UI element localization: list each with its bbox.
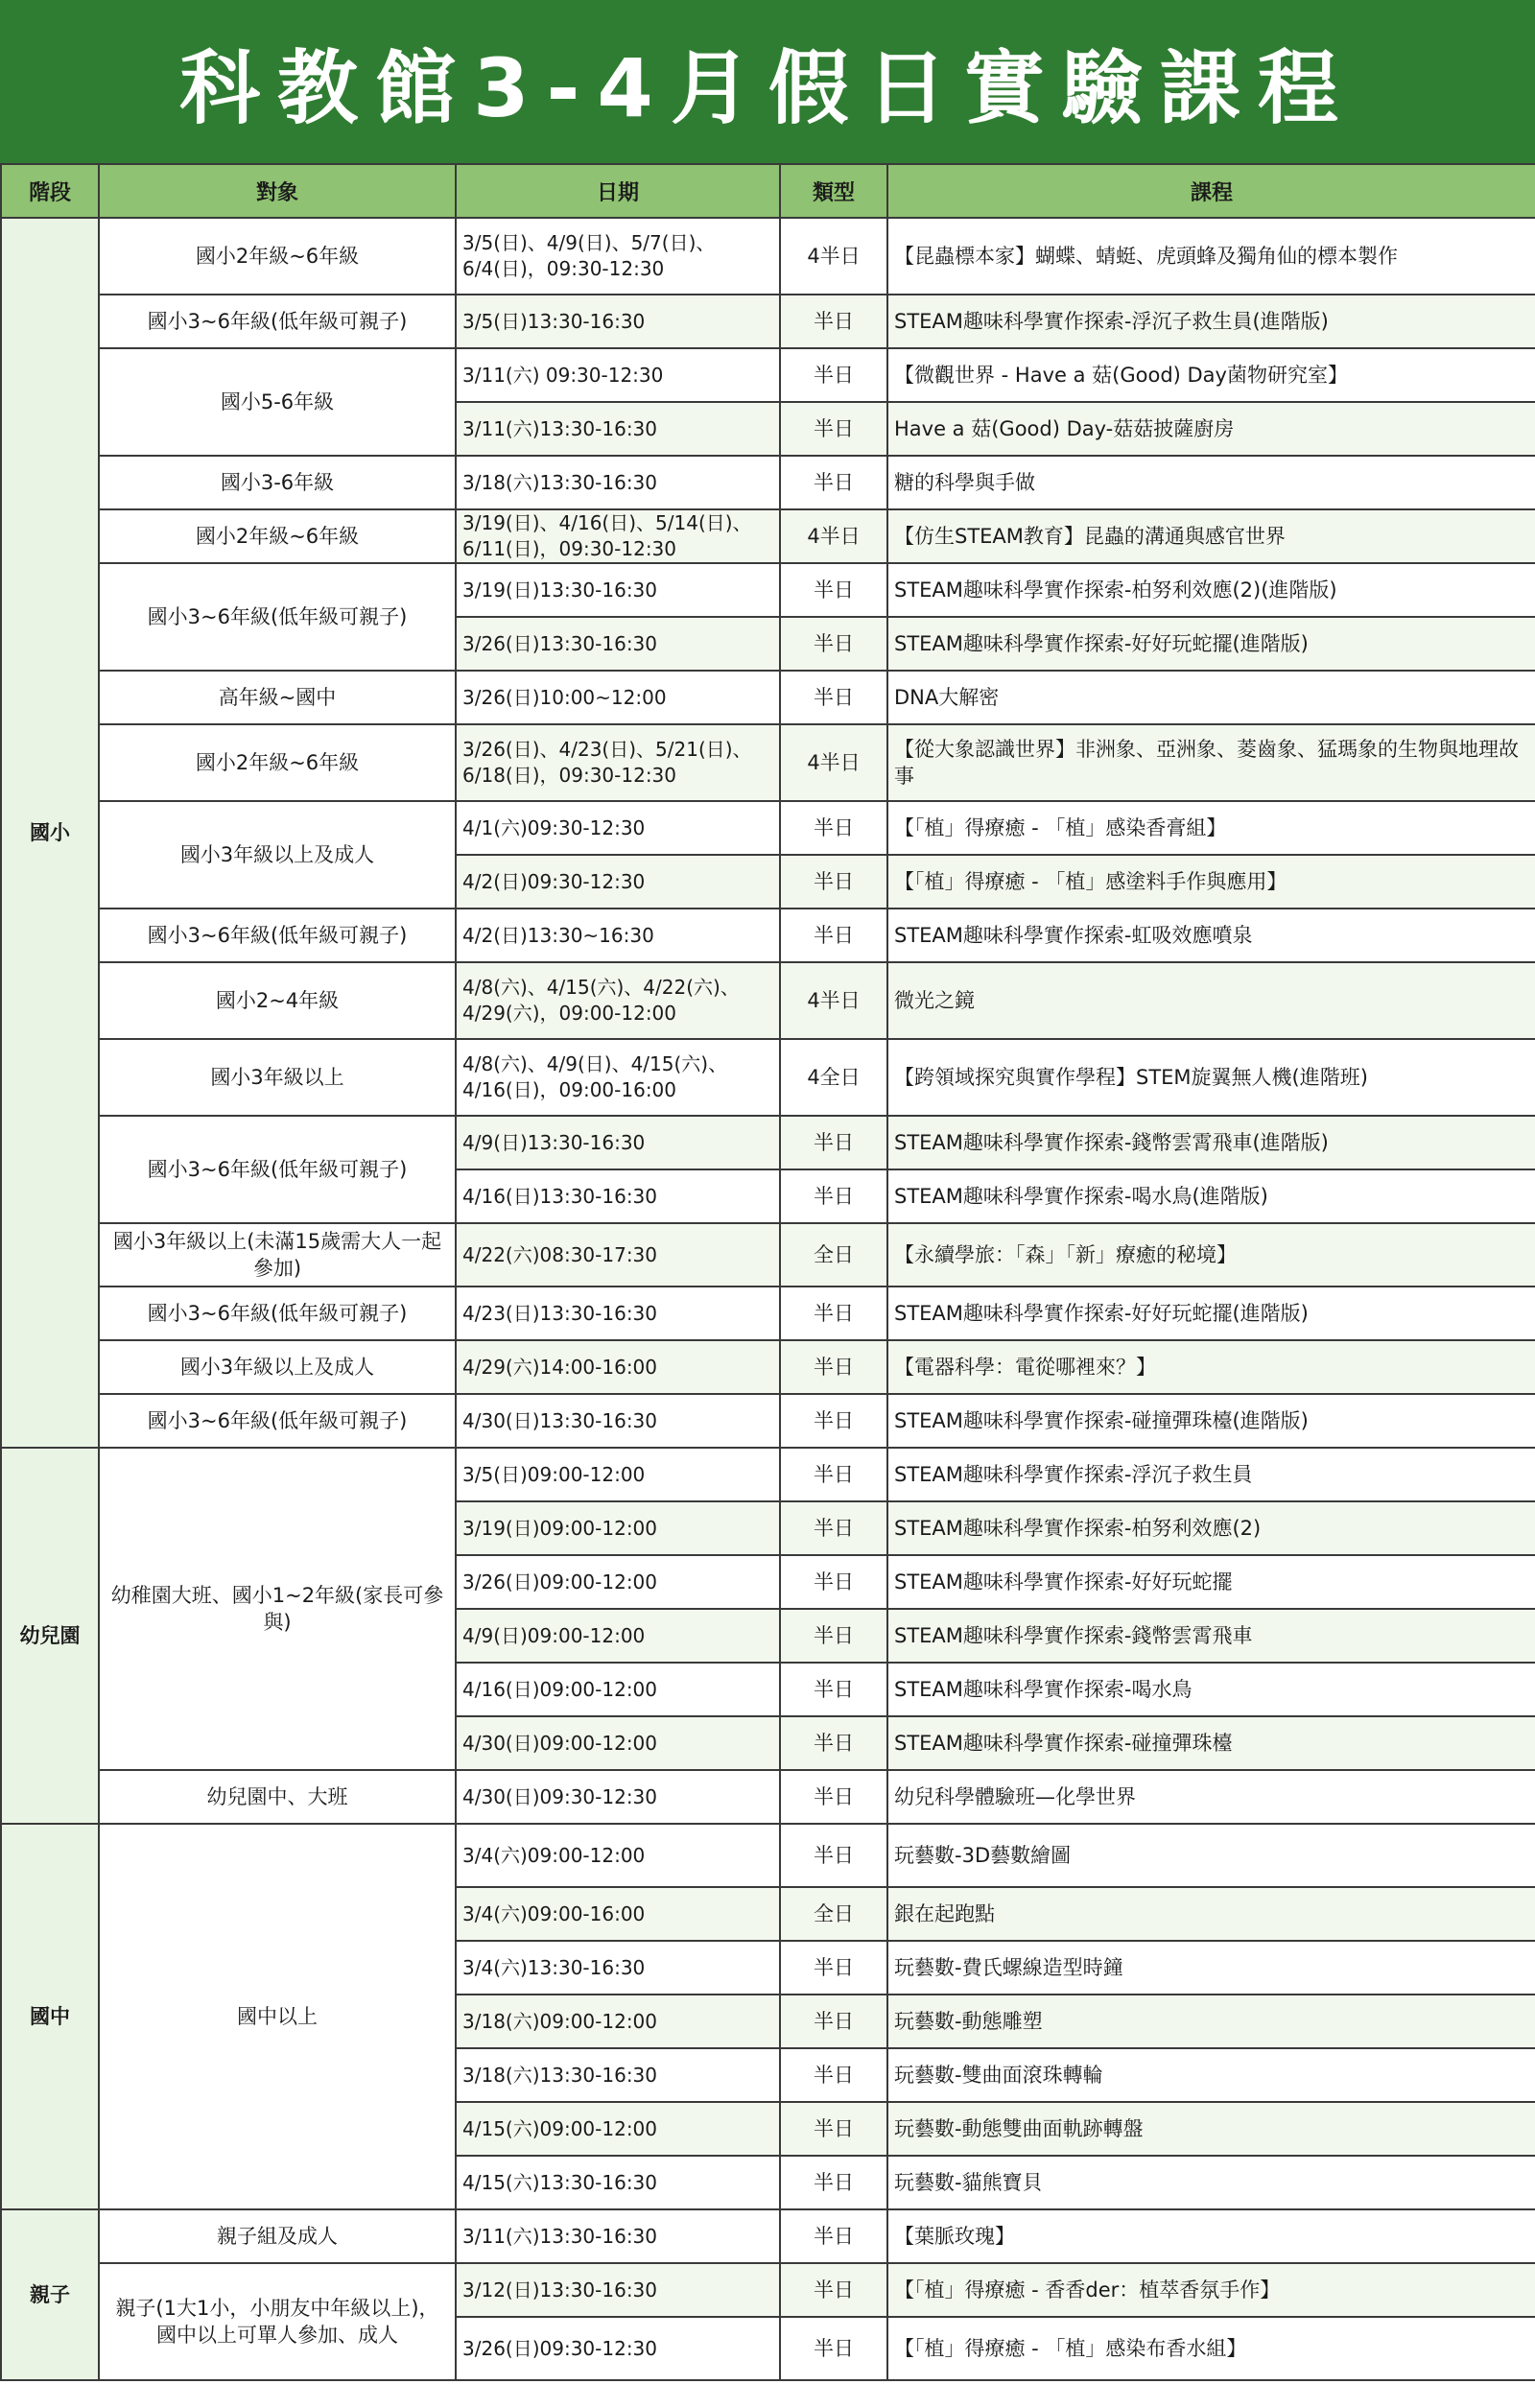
course-cell: 【電器科學：電從哪裡來？】 [887, 1340, 1535, 1394]
date-cell: 3/26(日)、4/23(日)、5/21(日)、6/18(日)，09:30-12:30 [456, 724, 780, 801]
course-cell: Have a 菇(Good) Day-菇菇披薩廚房 [887, 402, 1535, 456]
type-cell: 4全日 [780, 1039, 887, 1116]
type-cell: 半日 [780, 671, 887, 724]
date-cell: 4/29(六)14:00-16:00 [456, 1340, 780, 1394]
table-row [1, 218, 1535, 295]
target-cell: 國小3-6年級 [99, 456, 456, 509]
target-cell: 國中以上 [99, 1824, 456, 2209]
target-cell: 國小3~6年級(低年級可親子) [99, 295, 456, 348]
type-cell: 半日 [780, 1287, 887, 1340]
target-cell: 國小3年級以上及成人 [99, 801, 456, 909]
date-cell: 3/4(六)13:30-16:30 [456, 1941, 780, 1995]
course-cell: 玩藝數-動態雙曲面軌跡轉盤 [887, 2102, 1535, 2156]
type-cell: 半日 [780, 1169, 887, 1223]
target-cell: 幼兒園中、大班 [99, 1770, 456, 1824]
type-cell: 半日 [780, 1394, 887, 1448]
date-cell: 3/26(日)09:00-12:00 [456, 1555, 780, 1609]
stage-cell: 國中 [1, 1824, 99, 2209]
course-cell: 【從大象認識世界】非洲象、亞洲象、菱齒象、猛瑪象的生物與地理故事 [887, 724, 1535, 801]
date-cell: 3/11(六)13:30-16:30 [456, 402, 780, 456]
date-cell: 3/5(日)09:00-12:00 [456, 1448, 780, 1501]
table-row [1, 1223, 1535, 1287]
course-cell: STEAM趣味科學實作探索-喝水鳥(進階版) [887, 1169, 1535, 1223]
table-row [1, 801, 1535, 855]
type-cell: 半日 [780, 1340, 887, 1394]
table-row [1, 2263, 1535, 2317]
course-cell: STEAM趣味科學實作探索-柏努利效應(2)(進階版) [887, 563, 1535, 617]
course-cell: STEAM趣味科學實作探索-碰撞彈珠檯 [887, 1716, 1535, 1770]
course-cell: 【葉脈玫瑰】 [887, 2209, 1535, 2263]
header-stage: 階段 [1, 164, 99, 218]
course-cell: STEAM趣味科學實作探索-錢幣雲霄飛車 [887, 1609, 1535, 1663]
type-cell: 4半日 [780, 724, 887, 801]
course-cell: 微光之鏡 [887, 962, 1535, 1039]
course-cell: 【微觀世界 - Have a 菇(Good) Day菌物研究室】 [887, 348, 1535, 402]
table-row [1, 1039, 1535, 1116]
date-cell: 4/30(日)09:00-12:00 [456, 1716, 780, 1770]
type-cell: 半日 [780, 1555, 887, 1609]
course-cell: STEAM趣味科學實作探索-好好玩蛇擺 [887, 1555, 1535, 1609]
date-cell: 4/1(六)09:30-12:30 [456, 801, 780, 855]
header-course: 課程 [887, 164, 1535, 218]
date-cell: 4/23(日)13:30-16:30 [456, 1287, 780, 1340]
type-cell: 4半日 [780, 962, 887, 1039]
target-cell: 國小3~6年級(低年級可親子) [99, 1394, 456, 1448]
course-cell: 【跨領域探究與實作學程】STEM旋翼無人機(進階班) [887, 1039, 1535, 1116]
course-cell: STEAM趣味科學實作探索-喝水鳥 [887, 1663, 1535, 1716]
type-cell: 半日 [780, 563, 887, 617]
course-cell: STEAM趣味科學實作探索-浮沉子救生員(進階版) [887, 295, 1535, 348]
header-target: 對象 [99, 164, 456, 218]
date-cell: 4/15(六)13:30-16:30 [456, 2156, 780, 2209]
type-cell: 半日 [780, 2263, 887, 2317]
table-row [1, 962, 1535, 1039]
type-cell: 半日 [780, 1716, 887, 1770]
target-cell: 國小2年級~6年級 [99, 509, 456, 563]
type-cell: 全日 [780, 1223, 887, 1287]
course-cell: 糖的科學與手做 [887, 456, 1535, 509]
target-cell: 國小2年級~6年級 [99, 218, 456, 295]
course-cell: 玩藝數-費氏螺線造型時鐘 [887, 1941, 1535, 1995]
type-cell: 半日 [780, 2102, 887, 2156]
date-cell: 3/18(六)13:30-16:30 [456, 2048, 780, 2102]
target-cell: 國小2~4年級 [99, 962, 456, 1039]
date-cell: 3/19(日)13:30-16:30 [456, 563, 780, 617]
stage-cell: 親子 [1, 2209, 99, 2380]
course-cell: 銀在起跑點 [887, 1887, 1535, 1941]
date-cell: 3/26(日)09:30-12:30 [456, 2317, 780, 2380]
type-cell: 半日 [780, 1770, 887, 1824]
type-cell: 半日 [780, 2048, 887, 2102]
course-cell: STEAM趣味科學實作探索-柏努利效應(2) [887, 1501, 1535, 1555]
date-cell: 4/30(日)13:30-16:30 [456, 1394, 780, 1448]
type-cell: 4半日 [780, 509, 887, 563]
type-cell: 半日 [780, 402, 887, 456]
table-row [1, 1340, 1535, 1394]
target-cell: 國小3年級以上及成人 [99, 1340, 456, 1394]
type-cell: 半日 [780, 1609, 887, 1663]
course-cell: 【昆蟲標本家】蝴蝶、蜻蜓、虎頭蜂及獨角仙的標本製作 [887, 218, 1535, 295]
table-row [1, 1394, 1535, 1448]
target-cell: 國小3~6年級(低年級可親子) [99, 909, 456, 962]
date-cell: 4/2(日)13:30~16:30 [456, 909, 780, 962]
course-cell: STEAM趣味科學實作探索-錢幣雲霄飛車(進階版) [887, 1116, 1535, 1169]
date-cell: 4/16(日)13:30-16:30 [456, 1169, 780, 1223]
type-cell: 半日 [780, 295, 887, 348]
type-cell: 半日 [780, 617, 887, 671]
date-cell: 3/18(六)13:30-16:30 [456, 456, 780, 509]
date-cell: 3/12(日)13:30-16:30 [456, 2263, 780, 2317]
date-cell: 3/4(六)09:00-16:00 [456, 1887, 780, 1941]
date-cell: 3/19(日)、4/16(日)、5/14(日)、6/11(日)，09:30-12:30 [456, 509, 780, 563]
date-cell: 4/8(六)、4/15(六)、4/22(六)、4/29(六)，09:00-12:00 [456, 962, 780, 1039]
target-cell: 國小5-6年級 [99, 348, 456, 456]
type-cell: 半日 [780, 2209, 887, 2263]
date-cell: 3/26(日)13:30-16:30 [456, 617, 780, 671]
course-cell: 【「植」得療癒 - 「植」感染香膏組】 [887, 801, 1535, 855]
date-cell: 4/9(日)13:30-16:30 [456, 1116, 780, 1169]
page-title: 科教館3-4月假日實驗課程 [0, 0, 1535, 163]
target-cell: 國小3~6年級(低年級可親子) [99, 1116, 456, 1223]
type-cell: 半日 [780, 348, 887, 402]
table-row [1, 348, 1535, 402]
target-cell: 國小3年級以上(未滿15歲需大人一起參加) [99, 1223, 456, 1287]
type-cell: 半日 [780, 1995, 887, 2048]
type-cell: 半日 [780, 801, 887, 855]
target-cell: 親子(1大1小，小朋友中年級以上)，國中以上可單人參加、成人 [99, 2263, 456, 2380]
type-cell: 半日 [780, 1448, 887, 1501]
stage-cell: 幼兒園 [1, 1448, 99, 1824]
target-cell: 國小2年級~6年級 [99, 724, 456, 801]
table-row [1, 1770, 1535, 1824]
date-cell: 3/18(六)09:00-12:00 [456, 1995, 780, 2048]
course-cell: STEAM趣味科學實作探索-碰撞彈珠檯(進階版) [887, 1394, 1535, 1448]
table-row [1, 1448, 1535, 1501]
date-cell: 3/11(六) 09:30-12:30 [456, 348, 780, 402]
header-row [1, 164, 1535, 218]
course-cell: STEAM趣味科學實作探索-好好玩蛇擺(進階版) [887, 617, 1535, 671]
date-cell: 4/30(日)09:30-12:30 [456, 1770, 780, 1824]
course-cell: STEAM趣味科學實作探索-浮沉子救生員 [887, 1448, 1535, 1501]
date-cell: 4/8(六)、4/9(日)、4/15(六)、4/16(日)，09:00-16:00 [456, 1039, 780, 1116]
course-cell: 【仿生STEAM教育】昆蟲的溝通與感官世界 [887, 509, 1535, 563]
type-cell: 半日 [780, 456, 887, 509]
table-row [1, 671, 1535, 724]
course-cell: DNA大解密 [887, 671, 1535, 724]
course-cell: 玩藝數-動態雕塑 [887, 1995, 1535, 2048]
course-cell: 玩藝數-3D藝數繪圖 [887, 1824, 1535, 1887]
course-cell: STEAM趣味科學實作探索-好好玩蛇擺(進階版) [887, 1287, 1535, 1340]
course-cell: STEAM趣味科學實作探索-虹吸效應噴泉 [887, 909, 1535, 962]
table-row [1, 456, 1535, 509]
type-cell: 半日 [780, 1663, 887, 1716]
target-cell: 親子組及成人 [99, 2209, 456, 2263]
date-cell: 3/26(日)10:00~12:00 [456, 671, 780, 724]
date-cell: 4/2(日)09:30-12:30 [456, 855, 780, 909]
course-cell: 幼兒科學體驗班—化學世界 [887, 1770, 1535, 1824]
type-cell: 半日 [780, 1941, 887, 1995]
type-cell: 半日 [780, 855, 887, 909]
schedule-body [1, 218, 1535, 2380]
target-cell: 國小3年級以上 [99, 1039, 456, 1116]
course-cell: 玩藝數-貓熊寶貝 [887, 2156, 1535, 2209]
table-row [1, 724, 1535, 801]
type-cell: 半日 [780, 909, 887, 962]
type-cell: 4半日 [780, 218, 887, 295]
course-cell: 【「植」得療癒 - 香香der：植萃香氛手作】 [887, 2263, 1535, 2317]
type-cell: 半日 [780, 2156, 887, 2209]
table-row [1, 909, 1535, 962]
header-type: 類型 [780, 164, 887, 218]
type-cell: 半日 [780, 1824, 887, 1887]
date-cell: 3/11(六)13:30-16:30 [456, 2209, 780, 2263]
type-cell: 全日 [780, 1887, 887, 1941]
header-date: 日期 [456, 164, 780, 218]
table-row [1, 295, 1535, 348]
schedule-table [0, 163, 1535, 2381]
target-cell: 高年級~國中 [99, 671, 456, 724]
date-cell: 3/4(六)09:00-12:00 [456, 1824, 780, 1887]
target-cell: 國小3~6年級(低年級可親子) [99, 563, 456, 671]
date-cell: 3/5(日)、4/9(日)、5/7(日)、6/4(日)，09:30-12:30 [456, 218, 780, 295]
course-cell: 【「植」得療癒 - 「植」感塗料手作與應用】 [887, 855, 1535, 909]
course-cell: 玩藝數-雙曲面滾珠轉輪 [887, 2048, 1535, 2102]
date-cell: 4/9(日)09:00-12:00 [456, 1609, 780, 1663]
date-cell: 3/19(日)09:00-12:00 [456, 1501, 780, 1555]
course-cell: 【永續學旅：「森」「新」療癒的秘境】 [887, 1223, 1535, 1287]
table-row [1, 1824, 1535, 1887]
table-row [1, 509, 1535, 563]
target-cell: 國小3~6年級(低年級可親子) [99, 1287, 456, 1340]
table-row [1, 563, 1535, 617]
stage-cell: 國小 [1, 218, 99, 1448]
date-cell: 4/16(日)09:00-12:00 [456, 1663, 780, 1716]
target-cell: 幼稚園大班、國小1~2年級(家長可參與) [99, 1448, 456, 1770]
type-cell: 半日 [780, 1501, 887, 1555]
course-cell: 【「植」得療癒 - 「植」感染布香水組】 [887, 2317, 1535, 2380]
type-cell: 半日 [780, 2317, 887, 2380]
type-cell: 半日 [780, 1116, 887, 1169]
table-row [1, 1116, 1535, 1169]
date-cell: 3/5(日)13:30-16:30 [456, 295, 780, 348]
table-row [1, 2209, 1535, 2263]
table-row [1, 1287, 1535, 1340]
date-cell: 4/22(六)08:30-17:30 [456, 1223, 780, 1287]
date-cell: 4/15(六)09:00-12:00 [456, 2102, 780, 2156]
